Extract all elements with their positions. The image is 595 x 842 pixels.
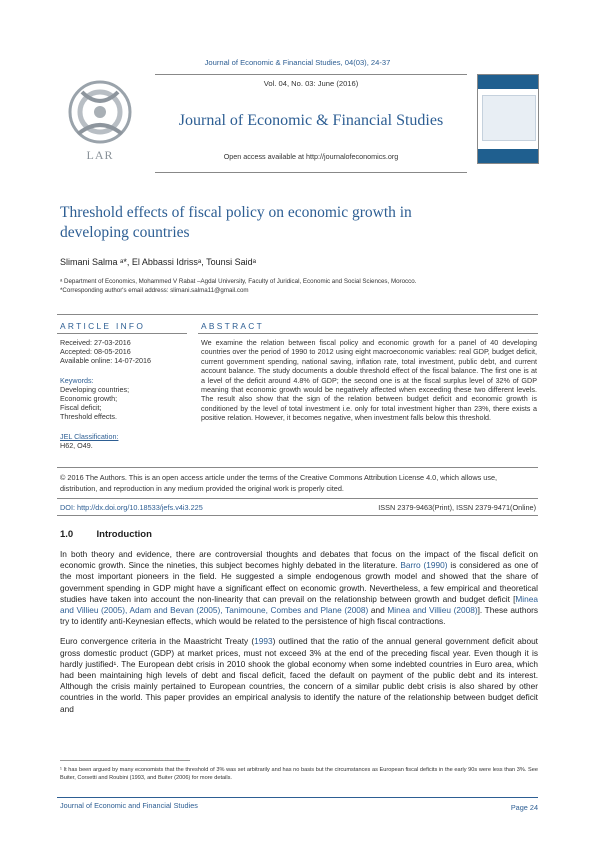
citation-link[interactable]: 1993 <box>254 636 273 647</box>
text-run: ) outlined that the ratio of the annual general government deficit about gross domestic product (GDP) at market prices, must not exceed 3% at the end of the preceding fiscal year. Even though it is hardly justified¹. The European debt crisis in 2010 shook the global economy when some indebted countries in Euro area, which had been maintaining high levels of debt and fiscal deficit, faced the default on payment of the public debt and its interest. Although the crisis mainly pertained to European countries, the concern of a similar public debt crisis is also shared by other countries in the world. This paper provides an empirical analysis to identify the nature of the relationship between budget deficit and <box>60 636 538 714</box>
citation-link[interactable]: Minea and Villieu (2008) <box>387 605 478 616</box>
footnote-rule <box>60 760 190 761</box>
section-title: Introduction <box>96 529 152 540</box>
masthead-rule-bottom <box>155 172 467 173</box>
citation-link[interactable]: Barro (1990) <box>400 560 448 571</box>
abstract-heading: ABSTRACT <box>201 321 265 331</box>
doi-text[interactable]: DOI: http://dx.doi.org/10.18533/jefs.v4i3.225 <box>60 503 203 512</box>
license-rule-top <box>57 467 538 468</box>
info-rule-top <box>57 314 538 315</box>
doi-link[interactable] <box>60 503 203 512</box>
section-number: 1.0 <box>60 529 74 540</box>
cover-footer-bar <box>478 149 538 163</box>
issn-info: ISSN 2379-9463(Print), ISSN 2379-9471(Online) <box>378 503 536 512</box>
text-run: ]. These authors try to identify anti-Keynesian effects, which would be related to the persistence of high fiscal contractions. <box>60 605 538 627</box>
jel-heading: JEL Classification: <box>60 431 119 441</box>
cover-panel <box>482 95 536 141</box>
info-heading-rule <box>57 333 187 334</box>
footer-rule <box>57 797 538 798</box>
volume-info: Vol. 04, No. 03: June (2016) <box>263 79 359 88</box>
abstract-text: We examine the relation between fiscal policy and economic growth for a panel of 40 developing countries over the period of 1990 to 2012 using eight macroeconomic variables: real GDP, budget deficit, current government spending, national saving, inflation rate, total investment, public debt, and current account balance. The study documents a double threshold effect of the fiscal balance. The first one is at a level of the deficit around 4.8% of GDP; the second one is at the fiscal surplus level of 32% of GDP meaning that economic growth would be negatively affected when exceeding these two different levels. The result also show that the sign of the relation between budget deficit and economic growth is conditioned by the level of total investment i.e. only for total investment higher than 23%, there exists a positive relation. However, it becomes negative, when investment falls below this threshold. <box>201 338 537 423</box>
article-info-panel <box>60 338 195 450</box>
received-date: Received: 27-03-2016 <box>60 338 131 347</box>
abstract-heading-rule <box>198 333 538 334</box>
text-run: In both theory and evidence, there are controversial thoughts and debates that focus on the impact of the fiscal deficit on economic growth. Since the nineties, this subject becomes highly debated in the literature. <box>60 549 538 571</box>
accepted-date: Accepted: 08-05-2016 <box>60 347 131 357</box>
keyword-item: Economic growth; <box>60 394 118 404</box>
section-heading <box>60 529 152 540</box>
license-rule-bottom <box>57 498 538 499</box>
keyword-item: Developing countries; <box>60 384 130 394</box>
article-info-heading: ARTICLE INFO <box>60 321 146 331</box>
intro-paragraph-1 <box>60 549 538 627</box>
footnote: ¹ It has been argued by many economists that the threshold of 3% was set arbitrarily and has no basis but the circumstances as European fiscal deficits in the early 90s were less than 3%. See Buiter, Corsetti and Roubini (1993, and Buiter (2006) for more details. <box>60 767 538 781</box>
footer-journal: Journal of Economic and Financial Studies <box>60 801 198 810</box>
doi-rule-bottom <box>57 515 538 516</box>
keyword-item: Threshold effects. <box>60 412 117 422</box>
text-run: and <box>368 605 388 616</box>
license-text: © 2016 The Authors. This is an open access article under the terms of the Creative Commons Attribution License 4.0, which allows use, distribution, and reproduction in any medium provided the original work is properly cited. <box>60 473 498 493</box>
page-number: Page 24 <box>510 803 538 812</box>
jel-codes: H62, O49. <box>60 440 93 450</box>
affiliation: ᵃ Department of Economics, Mohammed V Rabat –Agdal University, Faculty of Juridical, Economic and Social Sciences, Morocco. <box>60 278 417 285</box>
text-run: is considered as one of the most important pioneers in the field. He suggested a simple endogenous growth model and showed that the share of government spending in GDP might have a significant effect on economic growth. Nevertheless, a few empirical and theoretical studies have taken into account the non-linearity that can prevail on the relationship between growth and budget deficit [ <box>60 560 539 604</box>
journal-title: Journal of Economic & Financial Studies <box>178 112 444 129</box>
logo-text: LAR <box>86 148 114 162</box>
body-text <box>60 549 538 724</box>
journal-logo <box>60 76 140 166</box>
available-date: Available online: 14-07-2016 <box>60 356 151 366</box>
open-access-note: Open access available at http://journalofeconomics.org <box>223 152 399 161</box>
keywords-heading: Keywords: <box>60 375 94 385</box>
article-title: Threshold effects of fiscal policy on economic growth in developing countries <box>60 204 412 241</box>
running-header: Journal of Economic & Financial Studies, 04(03), 24-37 <box>204 58 391 67</box>
keyword-item: Fiscal deficit; <box>60 403 102 413</box>
journal-cover-thumbnail <box>477 74 539 164</box>
corresponding-author: *Corresponding author's email address: slimani.salma11@gmail.com <box>60 287 249 294</box>
author-list: Slimani Salma ᵃ*, El Abbassi Idrissᵃ, Tounsi Saidᵃ <box>60 257 256 267</box>
intro-paragraph-2 <box>60 636 538 714</box>
citation-link[interactable]: Minea and Villieu (2005), Adam and Bevan (2005), Tanimoune, Combes and Plane (2008) <box>60 593 538 616</box>
text-run: Euro convergence criteria in the Maastricht Treaty ( <box>60 636 255 647</box>
masthead-rule-top <box>155 74 467 75</box>
cover-header-bar <box>478 75 538 89</box>
